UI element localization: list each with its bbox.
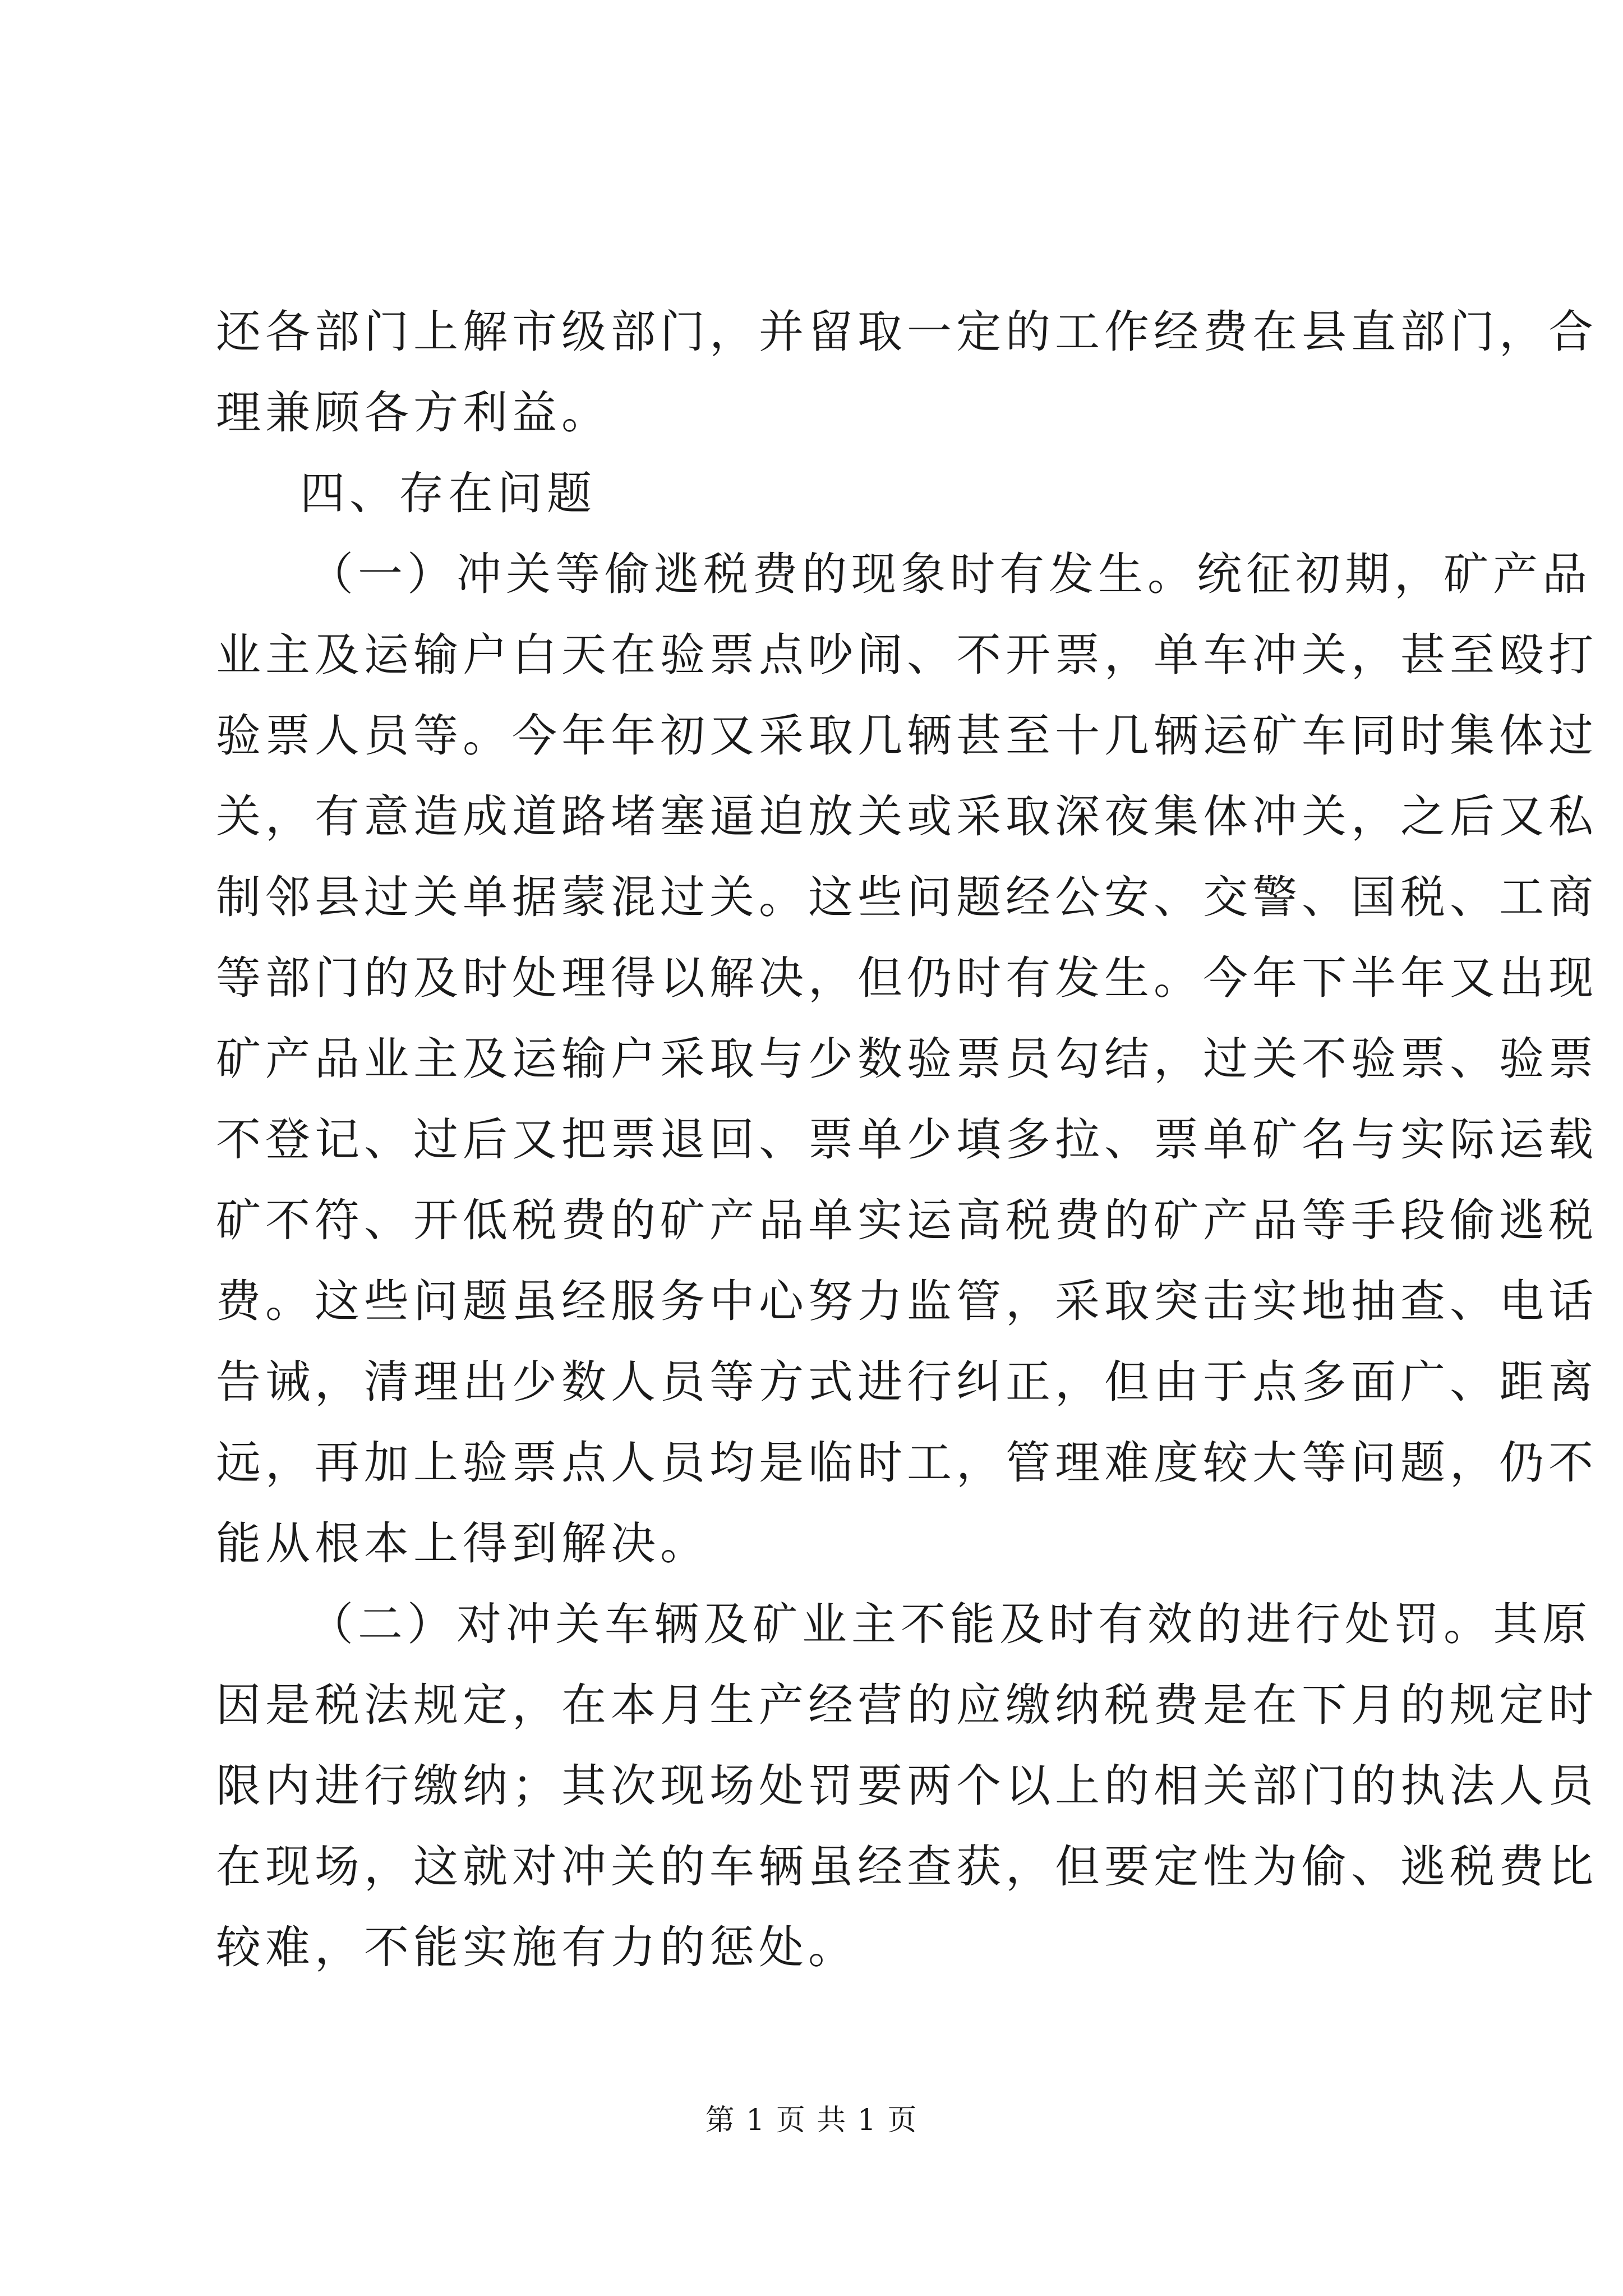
paragraph-line: 费。这些问题虽经服务中心努力监管，采取突击实地抽查、电话 bbox=[216, 1275, 1598, 1327]
paragraph-line: 因是税法规定，在本月生产经营的应缴纳税费是在下月的规定时 bbox=[216, 1679, 1598, 1731]
paragraph-line: （二）对冲关车辆及矿业主不能及时有效的进行处罚。其原 bbox=[308, 1598, 1592, 1650]
paragraph-line: 验票人员等。今年年初又采取几辆甚至十几辆运矿车同时集体过 bbox=[216, 710, 1598, 762]
paragraph-line: 不登记、过后又把票退回、票单少填多拉、票单矿名与实际运载 bbox=[216, 1114, 1598, 1166]
paragraph-line: 还各部门上解市级部门，并留取一定的工作经费在县直部门，合 bbox=[216, 306, 1598, 358]
paragraph-line: 等部门的及时处理得以解决，但仍时有发生。今年下半年又出现 bbox=[216, 952, 1598, 1004]
paragraph-line: 矿不符、开低税费的矿产品单实运高税费的矿产品等手段偷逃税 bbox=[216, 1194, 1598, 1246]
section-heading: 四、存在问题 bbox=[300, 467, 596, 519]
paragraph-line: 较难，不能实施有力的惩处。 bbox=[216, 1921, 857, 1973]
paragraph-line: 限内进行缴纳；其次现场处罚要两个以上的相关部门的执法人员 bbox=[216, 1760, 1598, 1812]
paragraph-line: 在现场，这就对冲关的车辆虽经查获，但要定性为偷、逃税费比 bbox=[216, 1841, 1598, 1893]
paragraph-line: （一）冲关等偷逃税费的现象时有发生。统征初期，矿产品 bbox=[308, 548, 1592, 600]
paragraph-line: 远，再加上验票点人员均是临时工，管理难度较大等问题，仍不 bbox=[216, 1437, 1598, 1489]
paragraph-line: 告诫，清理出少数人员等方式进行纠正，但由于点多面广、距离 bbox=[216, 1356, 1598, 1408]
document-body bbox=[216, 292, 1598, 1988]
paragraph-line: 能从根本上得到解决。 bbox=[216, 1517, 709, 1570]
paragraph-line: 关，有意造成道路堵塞逼迫放关或采取深夜集体冲关，之后又私 bbox=[216, 790, 1598, 843]
paragraph-line: 矿产品业主及运输户采取与少数验票员勾结，过关不验票、验票 bbox=[216, 1033, 1598, 1085]
paragraph-line: 制邻县过关单据蒙混过关。这些问题经公安、交警、国税、工商 bbox=[216, 871, 1598, 923]
paragraph-line: 业主及运输户白天在验票点吵闹、不开票，单车冲关，甚至殴打 bbox=[216, 629, 1598, 681]
paragraph-line: 理兼顾各方利益。 bbox=[216, 386, 611, 439]
page-number-footer: 第 1 页 共 1 页 bbox=[705, 2104, 918, 2137]
